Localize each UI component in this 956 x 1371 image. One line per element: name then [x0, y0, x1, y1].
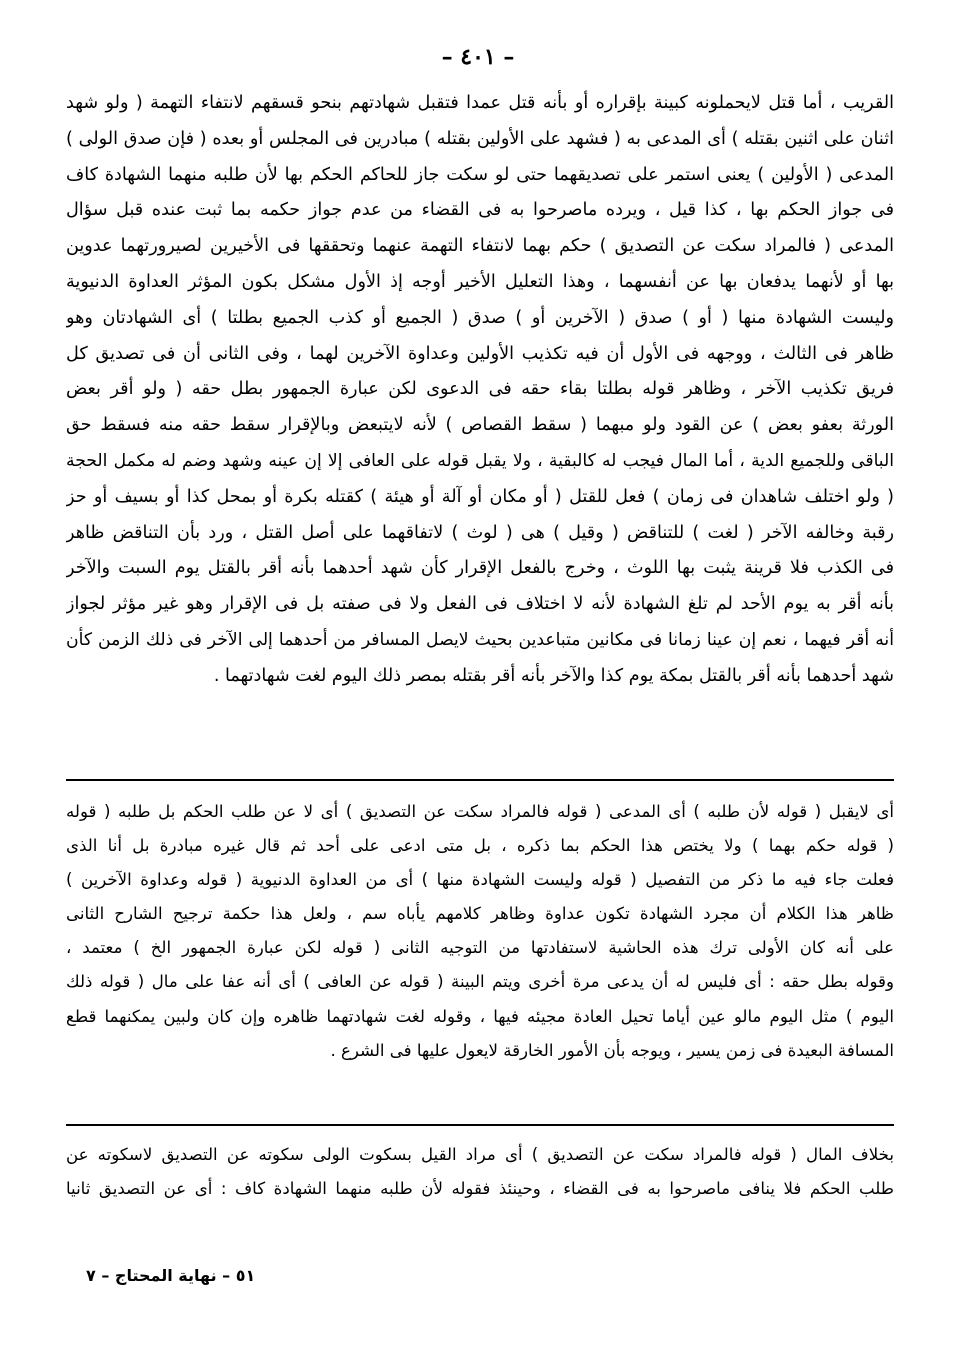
main-line: المدعى ( الأولين ) يعنى استمر على تصديقهما حتى لو سكت جاز للحاكم الحكم بها لأن طلبه منهما الشهادة كاف — [66, 164, 894, 185]
footnote-line: فعلت جاء فيه ما ذكر من التفصيل ( قوله وليست الشهادة منها ) أى من العداوة الدنيوية ( قوله وعداوة الآخرين ) — [66, 870, 894, 890]
main-line: القريب ، أما قتل لايحملونه كبينة بإقراره أو بأنه قتل عمدا فتقبل شهادتهم بنحو قسقهم لانتفاء التهمة ( ولو شهد — [66, 93, 894, 113]
main-line: فى جواز الحكم بها ، كذا قيل ، ويرده ماصرحوا به فى القضاء من عدم جواز حكمه بما ثبت عنده قبل سؤال — [66, 200, 894, 221]
footnote-line: وقوله بطل حقه : أى فليس له أن يدعى مرة أخرى ويتم البينة ( قوله عن العافى ) أى أنه عفا على مال ( قوله ذلك — [66, 972, 894, 992]
main-line: رقبة وخالفه الآخر ( لغت ) للتناقض ( وقيل ) هى ( لوث ) لاتفاقهما على أصل القتل ، ورد بأن التناقض ظاهر — [66, 522, 894, 543]
main-line: الورثة بعفو بعض ) عن القود ولو مبهما ( سقط القصاص ) لأنه لايتبعض وبالإقرار سقط حقه منه فسقط حق — [66, 415, 894, 436]
main-text — [66, 86, 894, 695]
footnote-divider — [66, 1124, 894, 1126]
main-line: وليست الشهادة منها ( أو ) صدق ( الآخرين أو ) صدق ( الجميع أو كذب الجميع بطلتا ) أى الشهادتان وهو — [66, 307, 894, 328]
footnote-second-commentary — [66, 1138, 894, 1206]
main-line: اثنان على اثنين بقتله ) أى المدعى به ( فشهد على الأولين بقتله ) مبادرين فى المجلس أو بعده ( فإن صدق الولى ) — [66, 128, 894, 149]
page-number: – ٤٠١ – — [441, 44, 515, 70]
main-line: فى الكذب فلا قرينة يثبت بها اللوث ، وخرج بالفعل الإقرار كأن شهد أحدهما بأنه أقر بالقتل يوم السبت والآخر — [66, 558, 894, 579]
main-line: بها أو لأنهما يدفعان بها عن أنفسهما ، وهذا التعليل الأخير أوجه إذ الأول مشكل بكون المؤثر العداوة الدنيوية — [66, 271, 894, 292]
footnote-line: بخلاف المال ( قوله فالمراد سكت عن التصديق ) أى مراد القيل بسكوت الولى سكوته عن التصديق لاسكوته عن — [66, 1145, 894, 1164]
footnote-commentary — [66, 795, 894, 1068]
main-line: بأنه أقر به يوم الأحد لم تلغ الشهادة لأنه لا اختلاف فى الفعل ولا فى صفته بل فى الإقرار وهو غير مؤثر لجواز — [66, 594, 894, 615]
footnote-divider — [66, 779, 894, 781]
footnote-line: أى لايقبل ( قوله لأن طلبه ) أى المدعى ( قوله فالمراد سكت عن التصديق ) أى لا عن طلب الحكم بل طلبه ( قوله — [66, 802, 894, 821]
main-line: فريق تكذيب الآخر ، وظاهر قوله بطلتا بقاء حقه فى الدعوى لكن عبارة الجمهور بطل حقه ( ولو أقر بعض — [66, 379, 894, 400]
footnote-line: اليوم ) مثل اليوم مالو عين أياما تحيل العادة مجيئه فيها ، وقوله لغت شهادتهما ظاهره وإن كان ولبين يمكنهما قطع — [66, 1006, 894, 1026]
main-line: أنه أقر فيهما ، نعم إن عينا زمانا فى مكانين متباعدين بحيث لايصل المسافر من أحدهما إلى الآخر فى ذلك الزمن كأن — [66, 629, 894, 650]
footnote-line: على أنه كان الأولى ترك هذه الحاشية لاستفادتها من التوجيه الثانى ( قوله لكن عبارة الجمهور الخ ) معتمد ، — [66, 938, 894, 958]
main-line: المدعى ( فالمراد سكت عن التصديق ) حكم بهما لانتفاء التهمة عنهما وتحققها فى الأخيرين لصيرورتهما عدوين — [66, 236, 894, 257]
footnote-line: طلب الحكم فلا ينافى ماصرحوا به فى القضاء ، وحينئذ فقوله لأن طلبه منهما الشهادة كاف : أى عن التصديق ثانيا — [66, 1179, 894, 1198]
printer-signature: ٥١ – نهاية المحتاج – ٧ — [86, 1266, 256, 1285]
main-line: شهد أحدهما بأنه أقر بالقتل بمكة يوم كذا والآخر بأنه أقر بقتله بمصر ذلك اليوم لغت شهادتهما . — [213, 665, 894, 686]
footnote-line: المسافة البعيدة فى زمن يسير ، ويوجه بأن الأمور الخارقة لايعول عليها فى الشرع . — [330, 1040, 894, 1060]
main-line: الباقى وللجميع الدية ، أما المال فيجب له كالبقية ، ولا يقبل قوله على العافى إلا إن عينه وشهد وضم له مكمل الحجة — [66, 450, 894, 471]
main-line: ( ولو اختلف شاهدان فى زمان ) فعل للقتل ( أو مكان أو آلة أو هيئة ) كقتله بكرة أو بمحل كذا أو بسيف أو حز — [66, 486, 894, 507]
footnote-line: ( قوله حكم بهما ) ولا يختص هذا الحكم بما ذكره ، بل متى ادعى على أحد ثم قال غيره مبادرة بل أنا الذى — [66, 836, 894, 856]
footnote-line: ظاهر هذا الكلام أن مجرد الشهادة تكون عداوة وظاهر كلامهم يأباه سم ، ولعل هذا حكمة ترجيح الشارح الثانى — [66, 904, 894, 924]
main-line: ظاهر فى الثالث ، ووجهه فى الأول أن فيه تكذيب الأولين وعداوة الآخرين لهما ، وفى الثانى أن فى تصديق كل — [66, 343, 894, 364]
